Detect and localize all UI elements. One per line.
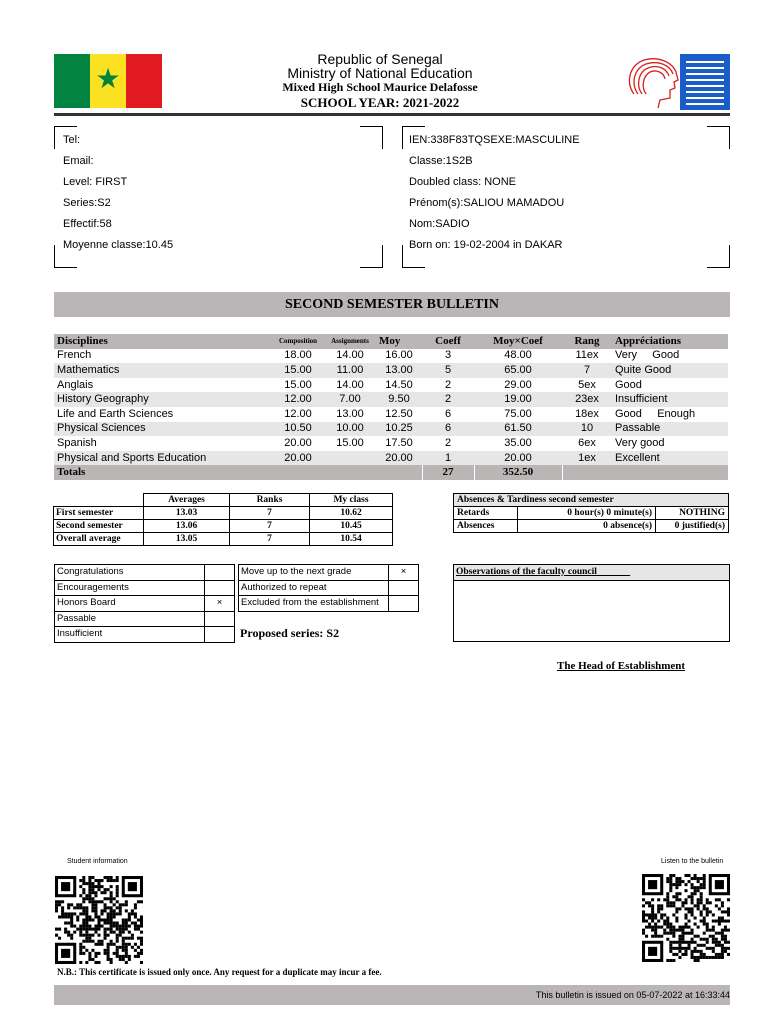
- moy-cell: 13.00: [376, 363, 422, 378]
- discipline-cell: Physical and Sports Education: [54, 451, 272, 466]
- average-value: 13.05: [144, 533, 230, 546]
- decision-excluded: Excluded from the establishment: [239, 596, 389, 612]
- average-value: 13.03: [144, 507, 230, 520]
- grades-table: [54, 334, 728, 480]
- coeff-cell: 5: [422, 363, 474, 378]
- coeff-cell: 2: [444, 378, 452, 391]
- right-box-corner: [707, 126, 730, 149]
- moy-cell: 10.25: [376, 422, 422, 437]
- moy-cell: 12.50: [385, 407, 413, 420]
- qr-code-icon[interactable]: [642, 874, 730, 962]
- discipline-cell: Spanish: [57, 436, 97, 449]
- header-composition: Composition: [272, 334, 324, 349]
- discipline-cell: Anglais: [57, 378, 94, 391]
- grade-row: [54, 378, 728, 393]
- honors-board-mark: ×: [205, 596, 235, 612]
- observations-box: [453, 564, 730, 642]
- absences-note: 0 justified(s): [656, 520, 729, 533]
- header-coeff: Coeff: [422, 334, 474, 349]
- ministry-logo-icon: [620, 54, 730, 110]
- composition-cell: 12.00: [284, 407, 312, 420]
- country-name: Republic of Senegal: [317, 51, 443, 67]
- coeff-cell: 6: [422, 422, 474, 437]
- decision-move-up: Move up to the next grade: [239, 565, 389, 581]
- moy-cell: 20.00: [376, 451, 422, 466]
- discipline-cell: Life and Earth Sciences: [57, 407, 174, 420]
- head-signature: The Head of Establishment: [557, 660, 686, 672]
- observations-title: Observations of the faculty council: [456, 567, 597, 577]
- assignments-cell: 11.00: [324, 363, 376, 378]
- right-box-corner: [707, 245, 730, 268]
- moycoef-cell: 75.00: [504, 407, 532, 420]
- decision-row: [239, 565, 419, 581]
- mention-honors-board: Honors Board: [55, 596, 205, 612]
- average-label: First semester: [54, 507, 144, 520]
- lastname-field: Nom:SADIO: [409, 218, 470, 230]
- grade-row: [54, 407, 728, 422]
- composition-cell: 20.00: [272, 451, 324, 466]
- header-moycoef: Moy×Coef: [474, 334, 562, 349]
- header-ranks: Ranks: [230, 494, 310, 507]
- mention-row: [55, 580, 235, 596]
- assignments-cell: [324, 451, 376, 466]
- qr-code-icon[interactable]: [55, 876, 143, 964]
- moycoef-cell: 20.00: [474, 451, 562, 466]
- average-label: Second semester: [54, 520, 144, 533]
- absences-title: Absences & Tardiness second semester: [454, 494, 729, 507]
- composition-cell: 15.00: [272, 363, 324, 378]
- retards-label: Retards: [454, 507, 518, 520]
- grade-row: [54, 392, 728, 407]
- composition-cell: 15.00: [284, 378, 312, 391]
- header-block: [170, 52, 590, 112]
- moy-cell: 9.50: [376, 392, 422, 407]
- appreciation-cell: Very good: [615, 436, 665, 449]
- decision-row: [239, 596, 419, 612]
- coeff-cell: 1: [422, 451, 474, 466]
- class-value: 10.54: [310, 533, 393, 546]
- coeff-cell: 6: [444, 407, 452, 420]
- moy-cell: 17.50: [385, 436, 413, 449]
- absences-row: [454, 520, 729, 533]
- series-field: Series:S2: [63, 197, 111, 209]
- composition-cell: 18.00: [284, 349, 312, 362]
- rank-value: 7: [230, 520, 310, 533]
- birth-field: Born on: 19-02-2004 in DAKAR: [409, 239, 563, 251]
- header-divider: [54, 113, 730, 116]
- mention-row: [55, 611, 235, 627]
- average-label: Overall average: [54, 533, 144, 546]
- moycoef-cell: 65.00: [474, 363, 562, 378]
- appreciation-cell: Passable: [612, 422, 728, 437]
- footer-bar: [54, 985, 730, 1005]
- assignments-cell: 15.00: [336, 436, 364, 449]
- decisions-table: [238, 564, 419, 612]
- totals-row: [54, 465, 728, 480]
- rang-cell: 7: [562, 363, 612, 378]
- moycoef-cell: 35.00: [504, 436, 532, 449]
- grades-header-row: [54, 334, 728, 349]
- moycoef-cell: 29.00: [504, 378, 532, 391]
- rang-cell: 11ex: [575, 349, 599, 362]
- assignments-cell: 14.00: [336, 349, 364, 362]
- averages-row: [54, 507, 393, 520]
- mention-congratulations: Congratulations: [55, 565, 205, 581]
- mention-row: [55, 627, 235, 643]
- left-box-corner: [360, 245, 383, 268]
- class-average-field: Moyenne classe:10.45: [63, 239, 174, 251]
- averages-row: [54, 533, 393, 546]
- assignments-cell: 7.00: [324, 392, 376, 407]
- rank-value: 7: [230, 507, 310, 520]
- school-year: SCHOOL YEAR: 2021-2022: [300, 95, 460, 110]
- rang-cell: 1ex: [562, 451, 612, 466]
- effectif-field: Effectif:58: [63, 218, 112, 230]
- class-value: 10.62: [310, 507, 393, 520]
- appreciation-cell: Excellent: [612, 451, 728, 466]
- header-my-class: My class: [310, 494, 393, 507]
- header-averages: Averages: [144, 494, 230, 507]
- grade-row: [54, 363, 728, 378]
- duplicate-note: N.B.: This certificate is issued only once. Any request for a duplicate may incur a fee.: [57, 967, 382, 977]
- rang-cell: 23ex: [562, 392, 612, 407]
- composition-cell: 20.00: [284, 436, 312, 449]
- retards-row: [454, 507, 729, 520]
- star-icon: ★: [95, 63, 121, 94]
- appreciation-cell: Insufficient: [612, 392, 728, 407]
- totals-coeff: 27: [422, 465, 474, 480]
- retards-note: NOTHING: [656, 507, 729, 520]
- rang-cell: 10: [562, 422, 612, 437]
- absences-label: Absences: [454, 520, 518, 533]
- averages-header-row: [54, 494, 393, 507]
- totals-moycoef: 352.50: [474, 465, 562, 480]
- average-value: 13.06: [144, 520, 230, 533]
- moycoef-cell: 48.00: [504, 349, 532, 362]
- tel-field: Tel:: [63, 134, 81, 146]
- qr-right-label: Listen to the bulletin: [661, 858, 724, 865]
- appreciation-cell: Good: [615, 378, 642, 391]
- firstname-field: Prénom(s):SALIOU MAMADOU: [409, 197, 565, 209]
- absences-title-row: [454, 494, 729, 507]
- header-moy: Moy: [376, 334, 422, 349]
- mention-insufficient: Insufficient: [55, 627, 205, 643]
- proposed-series: Proposed series: S2: [240, 626, 340, 640]
- grade-row: [54, 436, 728, 451]
- discipline-cell: French: [57, 349, 92, 362]
- moycoef-cell: 61.50: [474, 422, 562, 437]
- totals-label: Totals: [54, 465, 272, 480]
- move-up-mark: ×: [389, 565, 419, 581]
- assignments-cell: 10.00: [324, 422, 376, 437]
- absences-value: 0 absence(s): [518, 520, 656, 533]
- doubled-field: Doubled class: NONE: [409, 176, 516, 188]
- rang-cell: 5ex: [578, 378, 596, 391]
- issue-date: This bulletin is issued on 05-07-2022 at 16:33:44: [535, 990, 730, 1000]
- rank-value: 7: [230, 533, 310, 546]
- header-disciplines: Disciplines: [54, 334, 272, 349]
- senegal-flag: [54, 54, 162, 108]
- grade-row: [54, 349, 728, 364]
- discipline-cell: Mathematics: [54, 363, 272, 378]
- appreciation-cell: Very Good: [615, 349, 680, 362]
- moy-cell: 16.00: [385, 349, 413, 362]
- composition-cell: 10.50: [272, 422, 324, 437]
- mention-encouragements: Encouragements: [55, 580, 205, 596]
- appreciation-cell: Good Enough: [615, 407, 696, 420]
- school-name: Mixed High School Maurice Delafosse: [282, 80, 478, 94]
- rang-cell: 6ex: [578, 436, 596, 449]
- averages-table: [53, 493, 393, 546]
- discipline-cell: History Geography: [54, 392, 272, 407]
- header-rang: Rang: [562, 334, 612, 349]
- ien-field: IEN:338F83TQSEXE:MASCULINE: [409, 134, 580, 146]
- retards-value: 0 hour(s) 0 minute(s): [518, 507, 656, 520]
- class-field: Classe:1S2B: [409, 155, 473, 167]
- qr-left-label: Student information: [67, 858, 128, 865]
- class-value: 10.45: [310, 520, 393, 533]
- email-field: Email:: [63, 155, 94, 167]
- header-assignments: Assignments: [324, 334, 376, 349]
- grade-row: [54, 422, 728, 437]
- discipline-cell: Physical Sciences: [54, 422, 272, 437]
- decision-row: [239, 580, 419, 596]
- assignments-cell: 13.00: [336, 407, 364, 420]
- ministry-name: Ministry of National Education: [287, 65, 473, 81]
- mention-row: [55, 565, 235, 581]
- bulletin-title: SECOND SEMESTER BULLETIN: [54, 292, 730, 317]
- coeff-cell: 2: [444, 436, 452, 449]
- appreciation-cell: Quite Good: [612, 363, 728, 378]
- grade-row: [54, 451, 728, 466]
- coeff-cell: 3: [444, 349, 452, 362]
- left-box-corner: [360, 126, 383, 149]
- level-field: Level: FIRST: [63, 176, 128, 188]
- mention-row: [55, 596, 235, 612]
- absences-table: [453, 493, 729, 533]
- rang-cell: 18ex: [575, 407, 599, 420]
- decision-repeat: Authorized to repeat: [239, 580, 389, 596]
- composition-cell: 12.00: [272, 392, 324, 407]
- coeff-cell: 2: [422, 392, 474, 407]
- averages-row: [54, 520, 393, 533]
- header-appreciations: Appréciations: [612, 334, 728, 349]
- assignments-cell: 14.00: [336, 378, 364, 391]
- mentions-table: [54, 564, 235, 643]
- moy-cell: 14.50: [385, 378, 413, 391]
- moycoef-cell: 19.00: [474, 392, 562, 407]
- mention-passable: Passable: [55, 611, 205, 627]
